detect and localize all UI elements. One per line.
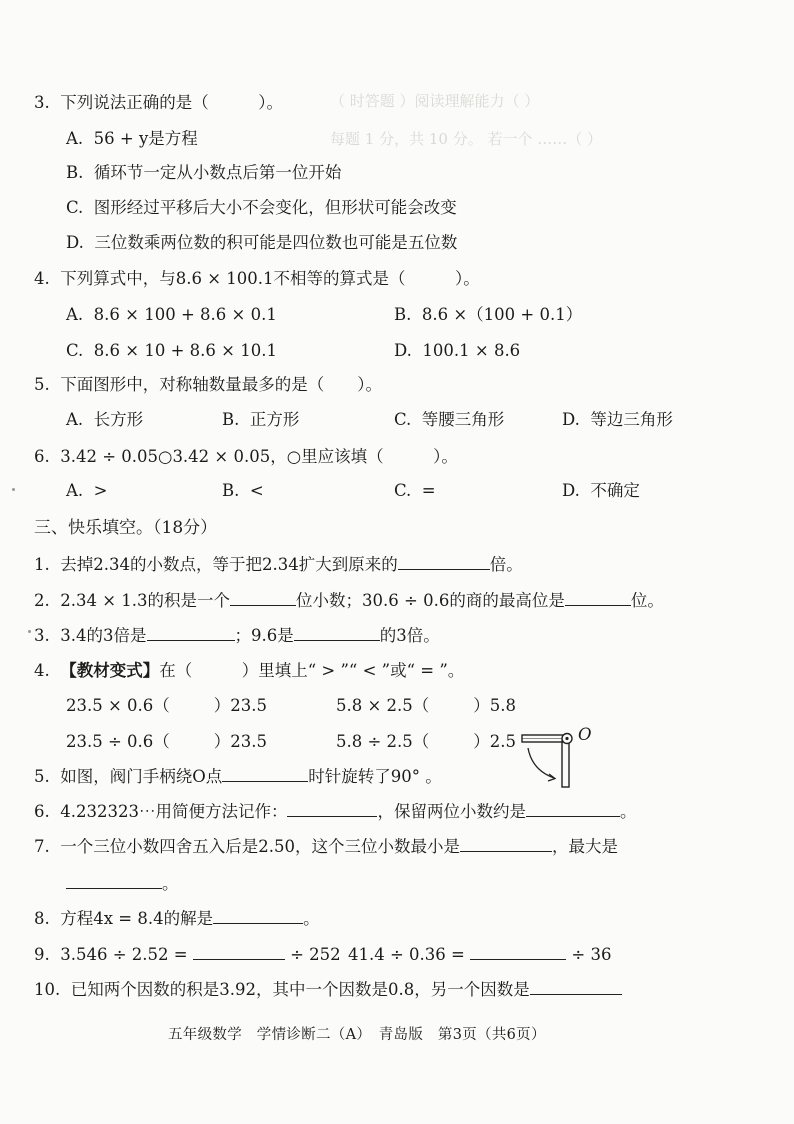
q5-option-b[interactable]: B. 正方形 bbox=[222, 410, 300, 429]
valve-point-o: O bbox=[578, 725, 592, 744]
fill-q5: 5. 如图，阀门手柄绕O点 时针旋转了90° 。 bbox=[34, 767, 442, 786]
q6-stem bbox=[34, 446, 458, 468]
q3-option-d[interactable]: D. 三位数乘两位数的积可能是四位数也可能是五位数 bbox=[66, 233, 458, 252]
fill-q6-blank-2[interactable] bbox=[526, 800, 620, 817]
fill-q3-blank-1[interactable] bbox=[147, 624, 235, 641]
q4-option-c[interactable]: C. 8.6 × 10 + 8.6 × 10.1 bbox=[66, 341, 277, 360]
q5-option-a[interactable]: A. 长方形 bbox=[66, 410, 144, 429]
fill-q3-blank-2[interactable] bbox=[294, 624, 380, 641]
q3-option-a[interactable]: A. 56 + y是方程 bbox=[66, 129, 198, 148]
q4-option-b[interactable]: B. 8.6 ×（100 + 0.1） bbox=[394, 305, 583, 324]
fill-q3: 3. 3.4的3倍是 ；9.6是 的3倍。 bbox=[34, 626, 440, 645]
fill-q4-stem: 4. 【教材变式】在（ ）里填上“ > ”“ < ”或“ = ”。 bbox=[34, 661, 465, 680]
q6-option-c[interactable]: C. = bbox=[394, 481, 436, 500]
q5-option-d[interactable]: D. 等边三角形 bbox=[562, 410, 673, 429]
fill-q9-part-1: 9. 3.546 ÷ 2.52 = ÷ 252 bbox=[34, 945, 341, 964]
section-3-title: 三、快乐填空。（18分） bbox=[34, 518, 218, 538]
fill-q9-blank-1[interactable] bbox=[193, 943, 285, 960]
q4-option-d[interactable]: D. 100.1 × 8.6 bbox=[394, 341, 521, 360]
fill-q5-blank[interactable] bbox=[222, 765, 308, 782]
fill-q8-blank[interactable] bbox=[213, 907, 303, 924]
q4-text: 下列算式中，与8.6 × 100.1不相等的算式是（ ）。 bbox=[60, 269, 480, 288]
fill-q2-blank-1[interactable] bbox=[230, 589, 296, 606]
q6-option-a[interactable]: A. > bbox=[66, 481, 108, 500]
fill-q8: 8. 方程4x = 8.4的解是 。 bbox=[34, 909, 320, 928]
q5-text: 下面图形中，对称轴数量最多的是（ ）。 bbox=[60, 375, 382, 394]
fill-q6-blank-1[interactable] bbox=[287, 800, 377, 817]
q6-number: 6. bbox=[34, 447, 50, 466]
q6-option-d[interactable]: D. 不确定 bbox=[562, 481, 640, 500]
fill-q2: 2. 2.34 × 1.3的积是一个 位小数；30.6 ÷ 0.6的商的最高位是 位。 bbox=[34, 591, 664, 610]
q3-option-b[interactable]: B. 循环节一定从小数点后第一位开始 bbox=[66, 163, 342, 182]
q3-text: 下列说法正确的是（ ）。 bbox=[60, 93, 283, 112]
fill-q7-blank-1[interactable] bbox=[460, 835, 552, 852]
fill-q9-blank-2[interactable] bbox=[470, 943, 566, 960]
fill-q4-item-4[interactable]: 5.8 ÷ 2.5（ ）2.5 bbox=[336, 732, 517, 751]
q4-option-a[interactable]: A. 8.6 × 100 + 8.6 × 0.1 bbox=[66, 305, 277, 324]
q5-option-c[interactable]: C. 等腰三角形 bbox=[394, 410, 505, 429]
q3-number: 3. bbox=[34, 93, 50, 112]
q4-stem bbox=[34, 268, 480, 290]
fill-q4-item-1[interactable]: 23.5 × 0.6（ ）23.5 bbox=[66, 696, 268, 715]
q3-option-c[interactable]: C. 图形经过平移后大小不会变化，但形状可能会改变 bbox=[66, 198, 457, 217]
page-footer: 五年级数学 学情诊断二（A） 青岛版 第3页（共6页） bbox=[168, 1027, 546, 1043]
q6-text: 3.42 ÷ 0.05○3.42 × 0.05，○里应该填（ ）。 bbox=[60, 447, 458, 466]
q6-option-b[interactable]: B. < bbox=[222, 481, 264, 500]
textbook-variant-tag: 【教材变式】 bbox=[60, 661, 160, 680]
fill-q4-item-2[interactable]: 5.8 × 2.5（ ）5.8 bbox=[336, 696, 517, 715]
fill-q7-blank-2[interactable] bbox=[66, 872, 162, 889]
fill-q1: 1. 去掉2.34的小数点，等于把2.34扩大到原来的 倍。 bbox=[34, 555, 523, 574]
q5-number: 5. bbox=[34, 375, 50, 394]
fill-q10: 10. 已知两个因数的积是3.92，其中一个因数是0.8，另一个因数是 bbox=[34, 978, 622, 1001]
fill-q7-cont: 。 bbox=[66, 872, 179, 895]
fill-q4-item-3[interactable]: 23.5 ÷ 0.6（ ）23.5 bbox=[66, 732, 268, 751]
q3-stem bbox=[34, 92, 283, 114]
fill-q2-blank-2[interactable] bbox=[565, 589, 631, 606]
fill-q9-part-2: 41.4 ÷ 0.36 = ÷ 36 bbox=[348, 945, 612, 964]
fill-q1-blank[interactable] bbox=[398, 553, 490, 570]
q4-number: 4. bbox=[34, 269, 50, 288]
fill-q6: 6. 4.232323⋯用简便方法记作： ，保留两位小数约是 。 bbox=[34, 802, 637, 821]
fill-q10-blank[interactable] bbox=[530, 978, 622, 995]
fill-q7: 7. 一个三位小数四舍五入后是2.50，这个三位小数最小是 ，最大是 bbox=[34, 837, 618, 856]
q5-stem bbox=[34, 374, 382, 396]
